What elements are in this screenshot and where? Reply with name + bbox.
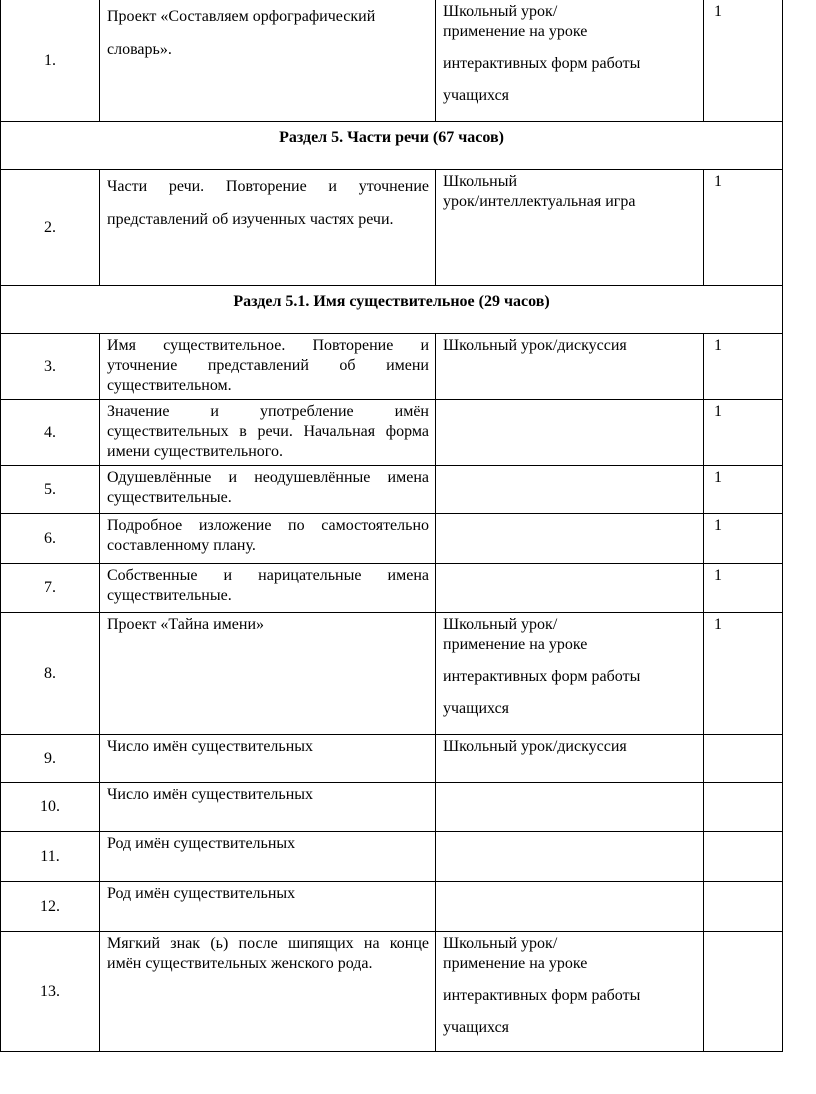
lesson-topic: Имя существительное. Повторение и уточнение представлений об имени существительном. [100,334,436,400]
lesson-number: 2. [1,170,100,286]
lesson-topic: Род имён существительных [100,882,436,932]
section-row [1,286,783,334]
table-row [1,735,783,783]
table-row [1,334,783,400]
lesson-form-line: интерактивных форм работы [443,987,641,1004]
lesson-topic: Число имён существительных [100,783,436,832]
lesson-form [436,882,704,932]
lesson-form [436,170,704,286]
lesson-form-line: Школьный урок/дискуссия [443,738,627,755]
lesson-form-line: Школьный урок/дискуссия [443,337,627,354]
lesson-form [436,0,704,122]
lesson-number: 12. [1,882,100,932]
lesson-topic: Мягкий знак (ь) после шипящих на конце имён существительных женского рода. [100,932,436,1052]
lesson-form-line: применение на уроке [443,23,588,40]
lesson-form [436,400,704,466]
lesson-form-line: интерактивных форм работы [443,668,641,685]
table-row [1,514,783,564]
lesson-hours [704,735,783,783]
table-row [1,613,783,735]
lesson-hours: 1 [704,613,783,735]
lesson-hours: 1 [704,466,783,514]
lesson-form-line: Школьный урок/ [443,616,558,633]
lesson-form [436,932,704,1052]
table-row [1,932,783,1052]
lesson-form [436,783,704,832]
table-row [1,170,783,286]
lesson-form-line: урок/интеллектуальная игра [443,193,636,210]
lesson-form-line: учащихся [443,700,510,717]
lesson-number: 8. [1,613,100,735]
lesson-hours: 1 [704,564,783,613]
lesson-form [436,613,704,735]
lesson-topic: Род имён существительных [100,832,436,882]
lesson-number: 5. [1,466,100,514]
lesson-hours: 1 [704,514,783,564]
lesson-hours [704,832,783,882]
lesson-form-line: Школьный урок/ [443,935,558,952]
lesson-form-line: учащихся [443,87,510,104]
lesson-form-line: применение на уроке [443,955,588,972]
lesson-form [436,564,704,613]
lesson-form-line: Школьный урок/ [443,3,558,20]
lesson-number: 9. [1,735,100,783]
lesson-form-line: Школьный [443,173,518,190]
section-title: Раздел 5.1. Имя существительное (29 часов) [1,286,783,334]
lesson-hours: 1 [704,0,783,122]
lesson-form [436,735,704,783]
lesson-number: 13. [1,932,100,1052]
lesson-topic: Части речи. Повторение и уточнение представлений об изученных частях речи. [100,170,436,286]
lesson-topic: Значение и употребление имён существительных в речи. Начальная форма имени существительного. [100,400,436,466]
lesson-number: 1. [1,0,100,122]
lesson-hours [704,882,783,932]
lesson-topic: Проект «Тайна имени» [100,613,436,735]
lesson-topic: Одушевлённые и неодушевлённые имена существительные. [100,466,436,514]
section-row [1,122,783,170]
lesson-form [436,466,704,514]
lesson-hours: 1 [704,170,783,286]
lesson-form-line: учащихся [443,1019,510,1036]
lesson-topic: Подробное изложение по самостоятельно составленному плану. [100,514,436,564]
lesson-number: 4. [1,400,100,466]
lesson-hours: 1 [704,334,783,400]
lesson-form [436,334,704,400]
lesson-number: 11. [1,832,100,882]
table-row [1,564,783,613]
lesson-form-line: применение на уроке [443,636,588,653]
lesson-form-line: интерактивных форм работы [443,55,641,72]
lesson-number: 7. [1,564,100,613]
lesson-hours: 1 [704,400,783,466]
lesson-topic: Собственные и нарицательные имена существительные. [100,564,436,613]
table-row [1,400,783,466]
table-row [1,882,783,932]
lesson-hours [704,783,783,832]
lesson-topic: Число имён существительных [100,735,436,783]
lesson-number: 10. [1,783,100,832]
section-title: Раздел 5. Части речи (67 часов) [1,122,783,170]
table-row [1,466,783,514]
lesson-form [436,514,704,564]
lesson-topic: Проект «Составляем орфографический словарь». [100,0,436,122]
table-row [1,0,783,122]
lesson-number: 6. [1,514,100,564]
table-row [1,783,783,832]
lesson-hours [704,932,783,1052]
table-row [1,832,783,882]
lesson-form [436,832,704,882]
lesson-number: 3. [1,334,100,400]
